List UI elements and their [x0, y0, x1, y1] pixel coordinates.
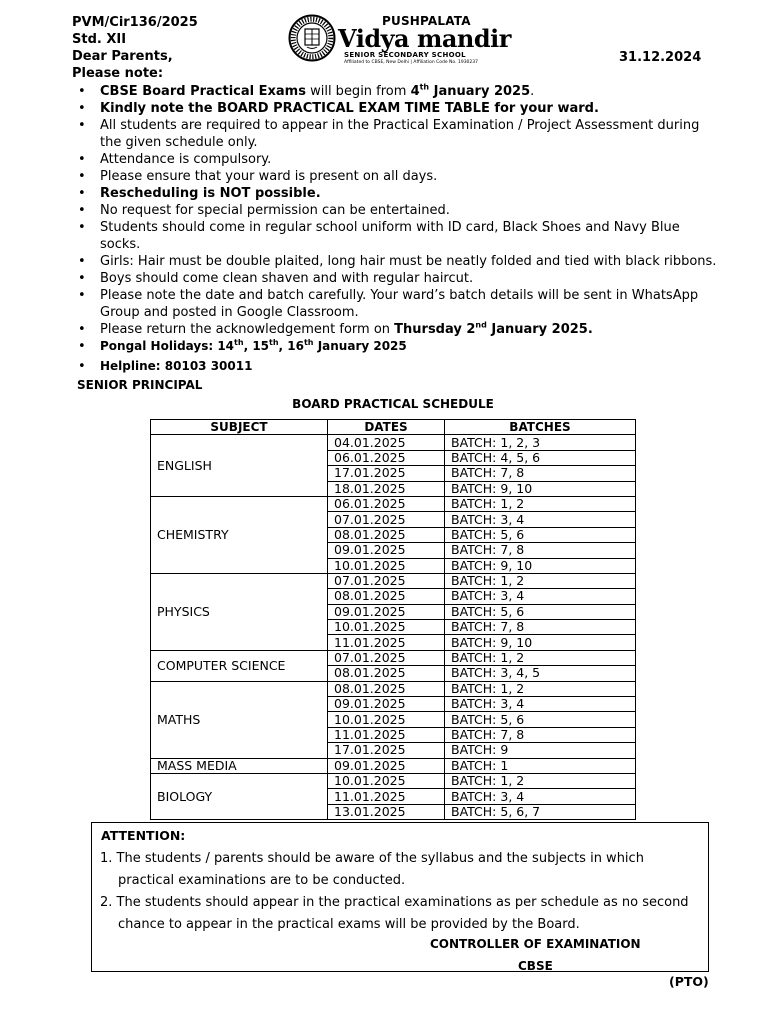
notes-list: [78, 83, 718, 375]
date-cell: 08.01.2025: [328, 589, 445, 604]
attention-box: [91, 822, 709, 972]
batch-cell: BATCH: 9, 10: [445, 481, 636, 496]
batch-cell: BATCH: 9, 10: [445, 558, 636, 573]
date-cell: 07.01.2025: [328, 650, 445, 665]
school-logo: [288, 14, 511, 66]
column-header: DATES: [328, 420, 445, 435]
subject-cell: CHEMISTRY: [151, 496, 328, 573]
subject-cell: PHYSICS: [151, 573, 328, 650]
list-item: • No request for special permission can be entertained.: [78, 202, 718, 219]
batch-cell: BATCH: 1, 2, 3: [445, 435, 636, 450]
batch-cell: BATCH: 7, 8: [445, 727, 636, 742]
circular-date: 31.12.2024: [619, 50, 702, 65]
table-row: [151, 773, 636, 788]
list-item: • Helpline: 80103 30011: [78, 358, 718, 375]
list-item: 2. The students should appear in the practical examinations as per schedule as no second chance to appear in the practical exams will be provided by the Board.: [100, 895, 689, 932]
date-cell: 11.01.2025: [328, 727, 445, 742]
subject-cell: MATHS: [151, 681, 328, 758]
batch-cell: BATCH: 9, 10: [445, 635, 636, 650]
list-item: • Girls: Hair must be double plaited, long hair must be neatly folded and tied with black ribbons.: [78, 253, 718, 270]
principal-signature: SENIOR PRINCIPAL: [77, 378, 203, 392]
list-item: • Please note the date and batch carefully. Your ward’s batch details will be sent in WhatsApp Group and posted in Google Classroom.: [78, 287, 718, 321]
attention-list: [100, 848, 700, 936]
list-item: 1. The students / parents should be aware of the syllabus and the subjects in which practical examinations are to be conducted.: [100, 851, 644, 888]
date-cell: 10.01.2025: [328, 712, 445, 727]
list-item: • All students are required to appear in the Practical Examination / Project Assessment during the given schedule only.: [78, 117, 718, 151]
date-cell: 11.01.2025: [328, 789, 445, 804]
signatory-org: CBSE: [518, 959, 553, 973]
batch-cell: BATCH: 1, 2: [445, 496, 636, 511]
batch-cell: BATCH: 5, 6: [445, 604, 636, 619]
date-cell: 06.01.2025: [328, 450, 445, 465]
list-item: • Boys should come clean shaven and with regular haircut.: [78, 270, 718, 287]
date-cell: 07.01.2025: [328, 512, 445, 527]
batch-cell: BATCH: 7, 8: [445, 620, 636, 635]
pto-label: (PTO): [669, 974, 709, 989]
date-cell: 08.01.2025: [328, 681, 445, 696]
date-cell: 09.01.2025: [328, 543, 445, 558]
subject-cell: BIOLOGY: [151, 773, 328, 819]
list-item: • Please return the acknowledgement form on Thursday 2nd January 2025.: [78, 321, 718, 338]
school-seal-icon: [288, 14, 336, 62]
batch-cell: BATCH: 7, 8: [445, 466, 636, 481]
controller-signatory: CONTROLLER OF EXAMINATION: [430, 937, 641, 951]
attention-title: ATTENTION:: [101, 828, 186, 843]
subject-cell: ENGLISH: [151, 435, 328, 497]
salutation: Dear Parents,: [72, 49, 173, 64]
list-item: • Please ensure that your ward is present on all days.: [78, 168, 718, 185]
list-item: • Attendance is compulsory.: [78, 151, 718, 168]
list-item: • Students should come in regular school uniform with ID card, Black Shoes and Navy Blue socks.: [78, 219, 718, 253]
date-cell: 17.01.2025: [328, 466, 445, 481]
circular-header: [72, 14, 198, 82]
standard: Std. XII: [72, 32, 127, 47]
date-cell: 17.01.2025: [328, 743, 445, 758]
date-cell: 09.01.2025: [328, 758, 445, 773]
column-header: SUBJECT: [151, 420, 328, 435]
batch-cell: BATCH: 3, 4: [445, 589, 636, 604]
date-cell: 06.01.2025: [328, 496, 445, 511]
list-item: • Kindly note the BOARD PRACTICAL EXAM TIME TABLE for your ward.: [78, 100, 718, 117]
table-row: [151, 435, 636, 450]
table-header-row: [151, 420, 636, 435]
table-row: [151, 573, 636, 588]
subject-cell: COMPUTER SCIENCE: [151, 650, 328, 681]
list-item: • Rescheduling is NOT possible.: [78, 185, 718, 202]
list-item: • CBSE Board Practical Exams will begin from 4th January 2025.: [78, 83, 718, 100]
logo-line-2: Vidya mandir: [338, 24, 511, 53]
date-cell: 10.01.2025: [328, 558, 445, 573]
please-note: Please note:: [72, 66, 164, 81]
date-cell: 04.01.2025: [328, 435, 445, 450]
table-row: [151, 681, 636, 696]
date-cell: 11.01.2025: [328, 635, 445, 650]
list-item: • Pongal Holidays: 14th, 15th, 16th January 2025: [78, 338, 718, 355]
date-cell: 08.01.2025: [328, 666, 445, 681]
batch-cell: BATCH: 7, 8: [445, 543, 636, 558]
batch-cell: BATCH: 9: [445, 743, 636, 758]
date-cell: 18.01.2025: [328, 481, 445, 496]
logo-line-3: SENIOR SECONDARY SCHOOL: [344, 51, 466, 59]
table-row: [151, 758, 636, 773]
logo-line-1: PUSHPALATA: [382, 14, 471, 28]
schedule-body: [151, 435, 636, 820]
subject-cell: MASS MEDIA: [151, 758, 328, 773]
date-cell: 10.01.2025: [328, 620, 445, 635]
batch-cell: BATCH: 3, 4: [445, 512, 636, 527]
table-row: [151, 650, 636, 665]
batch-cell: BATCH: 5, 6, 7: [445, 804, 636, 819]
batch-cell: BATCH: 1, 2: [445, 681, 636, 696]
batch-cell: BATCH: 3, 4: [445, 789, 636, 804]
date-cell: 08.01.2025: [328, 527, 445, 542]
date-cell: 13.01.2025: [328, 804, 445, 819]
column-header: BATCHES: [445, 420, 636, 435]
table-row: [151, 496, 636, 511]
date-cell: 10.01.2025: [328, 773, 445, 788]
batch-cell: BATCH: 1, 2: [445, 573, 636, 588]
batch-cell: BATCH: 5, 6: [445, 527, 636, 542]
date-cell: 09.01.2025: [328, 604, 445, 619]
batch-cell: BATCH: 3, 4: [445, 697, 636, 712]
batch-cell: BATCH: 5, 6: [445, 712, 636, 727]
batch-cell: BATCH: 4, 5, 6: [445, 450, 636, 465]
batch-cell: BATCH: 3, 4, 5: [445, 666, 636, 681]
schedule-title: BOARD PRACTICAL SCHEDULE: [292, 397, 494, 411]
logo-line-4: Affiliated to CBSE, New Delhi | Affiliation Code No. 1930237: [344, 60, 479, 65]
date-cell: 09.01.2025: [328, 697, 445, 712]
batch-cell: BATCH: 1, 2: [445, 650, 636, 665]
schedule-table: [150, 419, 636, 820]
circular-ref: PVM/Cir136/2025: [72, 15, 198, 30]
batch-cell: BATCH: 1, 2: [445, 773, 636, 788]
batch-cell: BATCH: 1: [445, 758, 636, 773]
date-cell: 07.01.2025: [328, 573, 445, 588]
